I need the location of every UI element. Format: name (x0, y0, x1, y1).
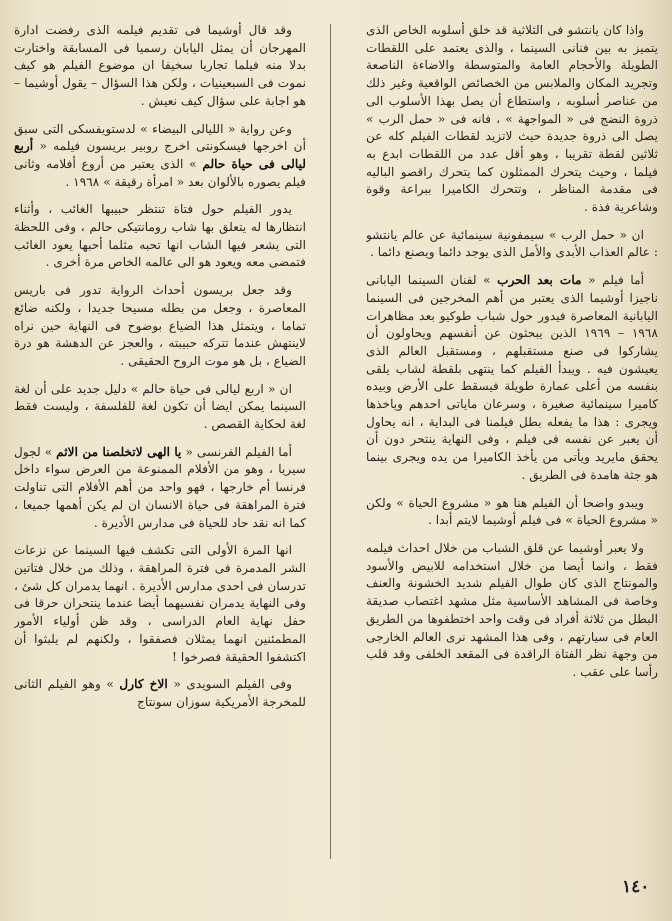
film-title: الاخ كارل (119, 677, 168, 692)
paragraph: أما الفيلم الفرنسى « يا الهى لاتخلصنا من الاثم » لجول سيريا ، وهو من الأفلام الممنوعة من العرض سواء داخل فرنسا أم خارجها ، فهو واحد من أهم الأفلام التى تناولت فترة المراهقة فى حياة الانسان ان لم يكن أهمها جميعا ، كما انه نقد حاد للحياة فى مدارس الأديرة . (14, 444, 306, 530)
paragraph: ان « اربع ليالى فى حياة حالم » دليل جديد على أن لغة السينما يمكن ايضا أن تكون لغة للفلسفة ، وليست فقط لغة لحكاية القصص . (14, 381, 306, 432)
paragraph: وفى الفيلم السويدى « الاخ كارل » وهو الفيلم الثانى للمخرجة الأمريكية سوزان سونتاج (14, 677, 306, 709)
paragraph: ان « حمل الرب » سيمفونية سينمائية عن عالم يانتشو : عالم العذاب الأبدى والأمل الذى يوجد دائما ويصنع دائما . (366, 227, 658, 260)
film-title: أربع ليالى فى حياة حالم (14, 139, 306, 171)
film-title: مات بعد الحرب (497, 273, 582, 288)
paragraph: واذا كان يانتشو فى الثلاثية قد خلق أسلوبه الخاص الذى يتميز به بين فنانى السينما ، والذى يعتمد على اللقطات الطويلة والأحجام العامة والمتوسطة والاضاءة الناصعة وتجريد المكان والملابس من الخصائص الواقعية وغير ذلك من عناصر أسلوبه ، واستطاع أن يصل بهذا الأسلوب الى ذروة النضج فى « المواجهة » ، فانه فى « حمل الرب » يصل الى ذروة جديدة حيث لاتزيد لقطات الفيلم كله عن ثلاثين لقطة تقريبا ، وهو أقل عدد من اللقطات ابدع به فيلما ، وحيث يتحرك الممثلون كما يتحرك راقصو الباليه فى مقدمة المناظر ، وتتحرك الكاميرا ببراعة وقوة وشاعرية فذة . (366, 23, 658, 215)
paragraph: وقد جعل بريسون أحداث الرواية تدور فى باريس المعاصرة ، وجعل من بطله مسيحا جديدا ، ولكنه ضائع تماما ، ويتمثل هذا الضياع بوضوح فى النهاية حين نراه لاينتهش عندما تتركه حبيبته ، والعجز عن الدهشة هو درة الضياع ، بل هو موت الروح الحقيقى . (14, 283, 306, 368)
page-number: ١٤٠ (622, 877, 650, 897)
paragraph: وعن رواية « الليالى البيضاء » لدستويفسكى التى سبق أن اخرجها فيسكونتى اخرج روبير بريسون فيلمه « أربع ليالى فى حياة حالم » الذى يعتبر من أروع أفلامه وثانى فيلم يصوره بالألوان بعد « امرأة رقيقة » ١٩٦٨ . (14, 121, 306, 189)
paragraph: ولا يعبر أوشيما عن قلق الشباب من خلال احداث فيلمه فقط ، وانما أيضا من خلال استخدامه للابيض والأسود والمونتاج الذى كان طوال الفيلم شديد الخشونة والعنف وخاصة فى المشاهد الأساسية مثل مشهد اغتصاب صديقة البطل من ثلاثة أفراد فى وقت واحد اختطفوها من الطريق العام فى سيارتهم ، وفى هذا المشهد نرى العالم الخارجى من وجهة نظر الفتاة الراقدة فى المقعد الخلفى وقد قلب رأسا على عقب . (366, 540, 658, 679)
paragraph: انها المرة الأولى التى تكشف فيها السينما عن نزعات الشر المدمرة فى فترة المراهقة ، وذلك من خلال فتاتين تدرسان فى احدى مدارس الأديرة . انهما يدمران كل شئ ، وفى النهاية يدمران نفسيهما أيضا عندما ينتحران حرقا فى حفل نهاية العام الدراسى ، وقد ظن أولياء الأمور المطمئنين انهما يمثلان فصفقوا ، ولكنهم لم يلبثوا أن اكتشفوا الحقيقة فصرخوا ! (14, 543, 306, 664)
film-title: يا الهى لاتخلصنا من الاثم (56, 444, 182, 459)
column-divider (330, 24, 331, 859)
right-column (366, 22, 658, 861)
paragraph: ويبدو واضحا أن الفيلم هنا هو « مشروع الحياة » ولكن « مشروع الحياة » فى فيلم أوشيما لايتم أبدا . (366, 495, 658, 528)
paragraph: أما فيلم « مات بعد الحرب » لفنان السينما اليابانى ناجيزا أوشيما الذى يعتبر من أهم المخرجين فى السينما اليابانية المعاصرة فيدور حول شباب طوكيو بعد مظاهرات ١٩٦٨ – ١٩٦٩ الذين يبحثون عن أنفسهم ويحاولون أن يشاركوا فى صنع مستقبلهم ، ومستقبل العالم الذى يعيشون فيه . ويبدأ الفيلم كما ينتهى بلقطة لشاب يلقى بنفسه من أعلى عمارة طويلة فيسقط على الأرض وبيده كاميرا سينمائية صغيرة ، وسرعان ماياتى احدهم وياخذها ويجرى : هذا ما يفعله بطل فيلمنا فى البداية ، انه يحاول أن يعبر عن نفسه فى فيلم ، وفى النهاية ينتحر دون أن يحقق مايريد ويأتى من يأخذ الكاميرا من يده ويجرى بينما هو جثة هامدة فى الطريق . (366, 273, 658, 482)
paragraph: وقد قال أوشيما فى تقديم فيلمه الذى رفضت ادارة المهرجان أن يمثل اليابان رسميا فى المسابقة واختارت بدلا منه فيلما تجاريا سخيفا ان موضوع الفيلم هو كيف نموت فى السبعينيات ، ولكن هذا السؤال – يقول أوشيما – هو اجابة على سؤال كيف نعيش . (14, 23, 306, 108)
paragraph: يدور الفيلم حول فتاة تنتظر حبيبها الغائب ، وأثناء انتظارها له يتعلق بها شاب رومانتيكى حالم ، وفى اللحظة التى يشعر فيها الشاب انها تحبه مثلما أحبها يعود الغائب فتمضى معه ويعود هو الى عالمه الخاص مرة أخرى . (14, 202, 306, 270)
left-column (14, 22, 306, 861)
